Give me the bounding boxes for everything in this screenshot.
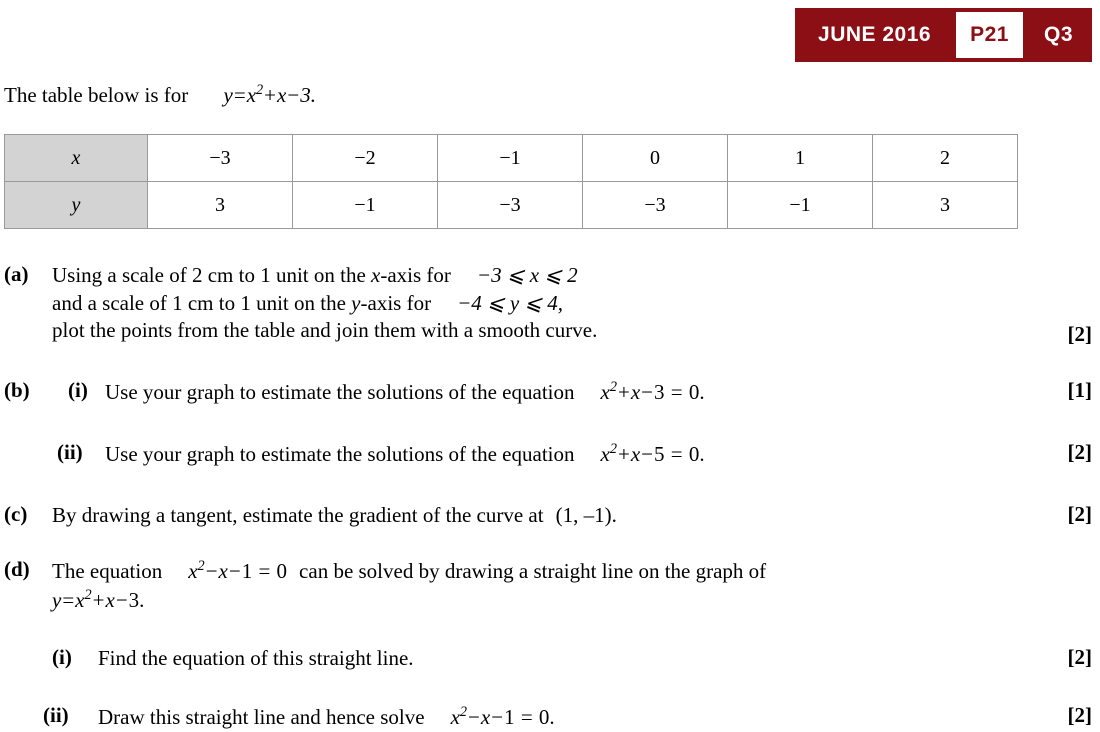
table-rowhead-y: y <box>5 182 148 229</box>
table-cell-x-0: −3 <box>148 135 293 182</box>
table-cell-y-4: −1 <box>728 182 873 229</box>
part-d-label: (d) <box>4 557 30 581</box>
part-b-i-statement: Use your graph to estimate the solutions of the equation <box>105 380 575 404</box>
part-d-ii-statement: Draw this straight line and hence solve <box>98 705 425 729</box>
part-a-line1-mid: -axis for <box>380 263 451 287</box>
part-b-ii-label: (ii) <box>57 440 83 464</box>
exam-question-label: Q3 <box>1043 23 1073 46</box>
part-b-i-text <box>105 378 705 407</box>
part-c-text <box>52 502 617 530</box>
exam-session-label: JUNE 2016 <box>818 23 932 46</box>
part-d-ii-label: (ii) <box>43 703 69 727</box>
part-d-line1-equation: $x^2-x-1 = 0$ <box>188 558 288 583</box>
part-a-line3: plot the points from the table and join them with a smooth curve. <box>52 318 598 343</box>
part-b-ii-marks: [2] <box>1067 440 1092 464</box>
part-c-marks: [2] <box>1067 502 1092 526</box>
table-cell-y-2: −3 <box>438 182 583 229</box>
part-b-i-equation: $x^2+x-3 = 0$. <box>600 379 705 404</box>
part-b-i-label: (i) <box>68 378 88 402</box>
exam-paper-label: P21 <box>956 12 1023 58</box>
table-cell-x-3: 0 <box>583 135 728 182</box>
table-cell-y-3: −3 <box>583 182 728 229</box>
part-d-i-label: (i) <box>52 645 72 669</box>
table-row-y <box>5 182 1018 229</box>
table-cell-y-5: 3 <box>873 182 1018 229</box>
table-cell-y-1: −1 <box>293 182 438 229</box>
part-d-i-text: Find the equation of this straight line. <box>98 646 414 670</box>
part-c-label: (c) <box>4 502 28 526</box>
table-row-x <box>5 135 1018 182</box>
exam-header-badge <box>795 8 1092 62</box>
part-d-line1-pre: The equation <box>52 559 163 583</box>
table-cell-y-0: 3 <box>148 182 293 229</box>
part-b-label: (b) <box>4 378 30 402</box>
table-cell-x-5: 2 <box>873 135 1018 182</box>
part-d-i-marks: [2] <box>1067 645 1092 669</box>
part-a-text <box>52 262 912 345</box>
intro-line <box>4 82 316 108</box>
part-a-marks: [2] <box>1067 322 1092 346</box>
part-a-line2-mid: -axis for <box>360 290 432 315</box>
part-a-line1-range: −3 ⩽ x ⩽ 2 <box>476 263 578 287</box>
table-rowhead-x: x <box>5 135 148 182</box>
part-b-ii-equation: $x^2+x-5 = 0$. <box>600 441 705 466</box>
part-d-line1-post: can be solved by drawing a straight line on the graph of <box>299 559 767 583</box>
intro-function: $y=x^2+x-3$. <box>223 82 316 107</box>
values-table <box>4 134 1018 229</box>
part-d-ii-text <box>98 703 555 732</box>
part-d-line2-equation: $y=x^2+x-3$. <box>52 586 145 612</box>
part-c-point: (1, –1). <box>555 503 617 527</box>
part-a-line1-pre: Using a scale of 2 cm to 1 unit on the <box>52 263 372 287</box>
part-d-ii-equation: $x^2-x-1 = 0$. <box>450 704 555 729</box>
part-b-ii-text <box>105 440 705 469</box>
table-cell-x-4: 1 <box>728 135 873 182</box>
part-a-label: (a) <box>4 262 29 286</box>
part-b-ii-statement: Use your graph to estimate the solutions of the equation <box>105 442 575 466</box>
part-b-i-marks: [1] <box>1067 378 1092 402</box>
table-cell-x-1: −2 <box>293 135 438 182</box>
part-a-line2-axis: y <box>351 290 361 315</box>
part-a-line2-range: −4 ⩽ y ⩽ 4, <box>457 290 564 315</box>
intro-text: The table below is for <box>4 83 189 107</box>
part-d-ii-marks: [2] <box>1067 703 1092 727</box>
part-a-line1-axis: x <box>371 263 381 287</box>
part-a-line2-pre: and a scale of 1 cm to 1 unit on the <box>52 290 352 315</box>
part-d-text <box>52 557 952 614</box>
table-cell-x-2: −1 <box>438 135 583 182</box>
part-c-statement: By drawing a tangent, estimate the gradient of the curve at <box>52 503 544 527</box>
